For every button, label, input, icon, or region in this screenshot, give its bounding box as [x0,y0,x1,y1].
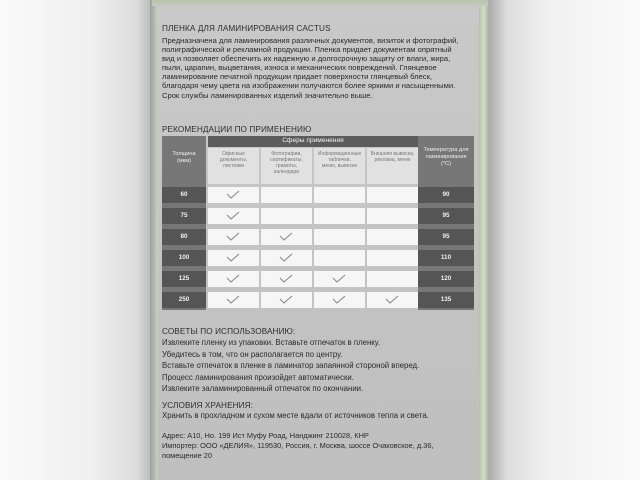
thickness-cell: 75 [162,208,206,224]
temperature-header-line: (°С) [440,161,451,167]
table-cell [314,250,365,266]
temperature-cell: 90 [418,187,474,203]
tip-line: Вставьте отпечаток в пленке в ламинатор запаянной стороной вперед. [162,361,420,371]
intro-text [162,36,484,100]
intro-line: Предназначена для ламинирования различных документов, визиток и фотографий, [162,36,459,45]
thickness-header [162,151,206,165]
temperature-header-line: ламинирования [425,154,467,160]
checkmark-icon [385,295,399,305]
temperature-cell: 120 [418,271,474,287]
table-cell [261,250,312,266]
thickness-cell: 80 [162,229,206,245]
checkmark-icon [226,211,240,221]
table-cell [314,208,365,224]
table-cell [261,271,312,287]
table-cell [367,229,418,245]
column-header-line: листовки [222,163,245,169]
checkmark-icon [226,253,240,263]
thickness-header-line: (мкм) [177,158,191,164]
tips-text [162,337,419,395]
column-header-info [314,148,365,184]
column-header-line: документы, [219,157,248,163]
table-cell [208,271,259,287]
column-header-line: Офисные [222,151,245,157]
checkmark-icon [226,295,240,305]
checkmark-icon [279,295,293,305]
intro-line: Срок службы ламинированных изделий значительно выше. [162,90,373,100]
checkmark-icon [226,274,240,284]
table-cell [208,187,259,203]
checkmark-icon [332,295,346,305]
table-cell [208,292,259,308]
column-header-line: меню, вывески [321,163,358,169]
table-cell [367,271,418,287]
intro-line: пыли, царапин, выцветания, износа и механических повреждений. Глянцевое [162,63,437,73]
storage-title: УСЛОВИЯ ХРАНЕНИЯ: [162,401,254,410]
temperature-cell: 110 [418,250,474,266]
column-header-line: таблички, [328,157,351,163]
packaging-left-background [0,0,152,480]
recommendations-title: РЕКОМЕНДАЦИИ ПО ПРИМЕНЕНИЮ [162,125,312,134]
checkmark-icon [279,274,293,284]
thickness-cell: 250 [162,292,206,308]
table-cell [314,271,365,287]
application-group-header: Сферы применения [282,137,344,144]
thickness-cell: 100 [162,250,206,266]
column-header-photos [261,148,312,184]
temperature-cell: 135 [418,292,474,308]
thickness-header-line: Толщина [172,151,196,157]
intro-line: благодаря чему цвета на изображении получаются более яркими и насыщенными. [162,81,456,91]
table-cell [208,229,259,245]
intro-line: ламинирование печатной продукции придает поверхности глянцевый блеск, [162,72,433,82]
temperature-cell: 95 [418,229,474,245]
tips-title: СОВЕТЫ ПО ИСПОЛЬЗОВАНИЮ: [162,327,296,336]
temperature-header [418,147,474,168]
intro-line: полиграфической и рекламной продукции. Пленка придает документам опрятный [162,45,452,55]
table-cell [314,229,365,245]
column-header-line: Информационные [317,151,362,157]
column-header-outdoor [367,148,418,184]
table-cell [208,250,259,266]
address-line: Импортер: ООО «ДЕЛИЯ», 119530, Россия, г. Москва, шоссе Очаковское, д.36, [162,441,434,450]
table-cell [261,229,312,245]
address-line: Адрес: А10, Но. 199 Ист Муфу Роад, Нанджинг 210028, КНР [162,431,369,440]
tip-line: Процесс ламинирования произойдет автоматически. [162,372,354,382]
table-cell [367,292,418,308]
table-cell [367,187,418,203]
temperature-cell: 95 [418,208,474,224]
temperature-header-line: Температура для [423,147,469,153]
storage-text: Хранить в прохладном и сухом месте вдали от источников тепла и света. [162,411,429,420]
checkmark-icon [332,274,346,284]
package-top-edge [152,0,488,6]
address-line: помещение 20 [162,451,213,460]
table-cell [367,250,418,266]
thickness-cell: 125 [162,271,206,287]
tip-line: Убедитесь в том, что он располагается по центру. [162,349,343,359]
column-header-line: Фотографии, [271,151,302,157]
intro-title: ПЛЕНКА ДЛЯ ЛАМИНИРОВАНИЯ CACTUS [162,24,331,33]
checkmark-icon [226,190,240,200]
thickness-cell: 60 [162,187,206,203]
table-cell [314,187,365,203]
table-cell [314,292,365,308]
column-header-line: грамоты, [275,163,298,169]
checkmark-icon [279,232,293,242]
intro-line: вид и позволяет обеспечить их надежную и долгосрочную защиту от влаги, жира, [162,54,451,64]
package-left-edge [150,0,158,480]
packaging-right-background [488,0,640,480]
checkmark-icon [279,253,293,263]
package-right-edge [479,0,489,480]
column-header-line: календари [273,169,300,175]
table-cell [261,208,312,224]
column-header-line: сертификаты, [270,157,303,163]
table-cell [261,292,312,308]
address-block [162,431,482,461]
table-cell [208,208,259,224]
column-header-line: Внешняя вывеска, [370,151,415,157]
column-header-office [208,148,259,184]
column-header-line: реклама, меню [374,157,411,163]
tip-line: Извлеките заламинированный отпечаток по окончании. [162,384,364,394]
package-back-panel [152,0,488,480]
checkmark-icon [226,232,240,242]
table-cell [261,187,312,203]
tip-line: Извлеките пленку из упаковки. Вставьте отпечаток в пленку. [162,338,381,347]
table-cell [367,208,418,224]
